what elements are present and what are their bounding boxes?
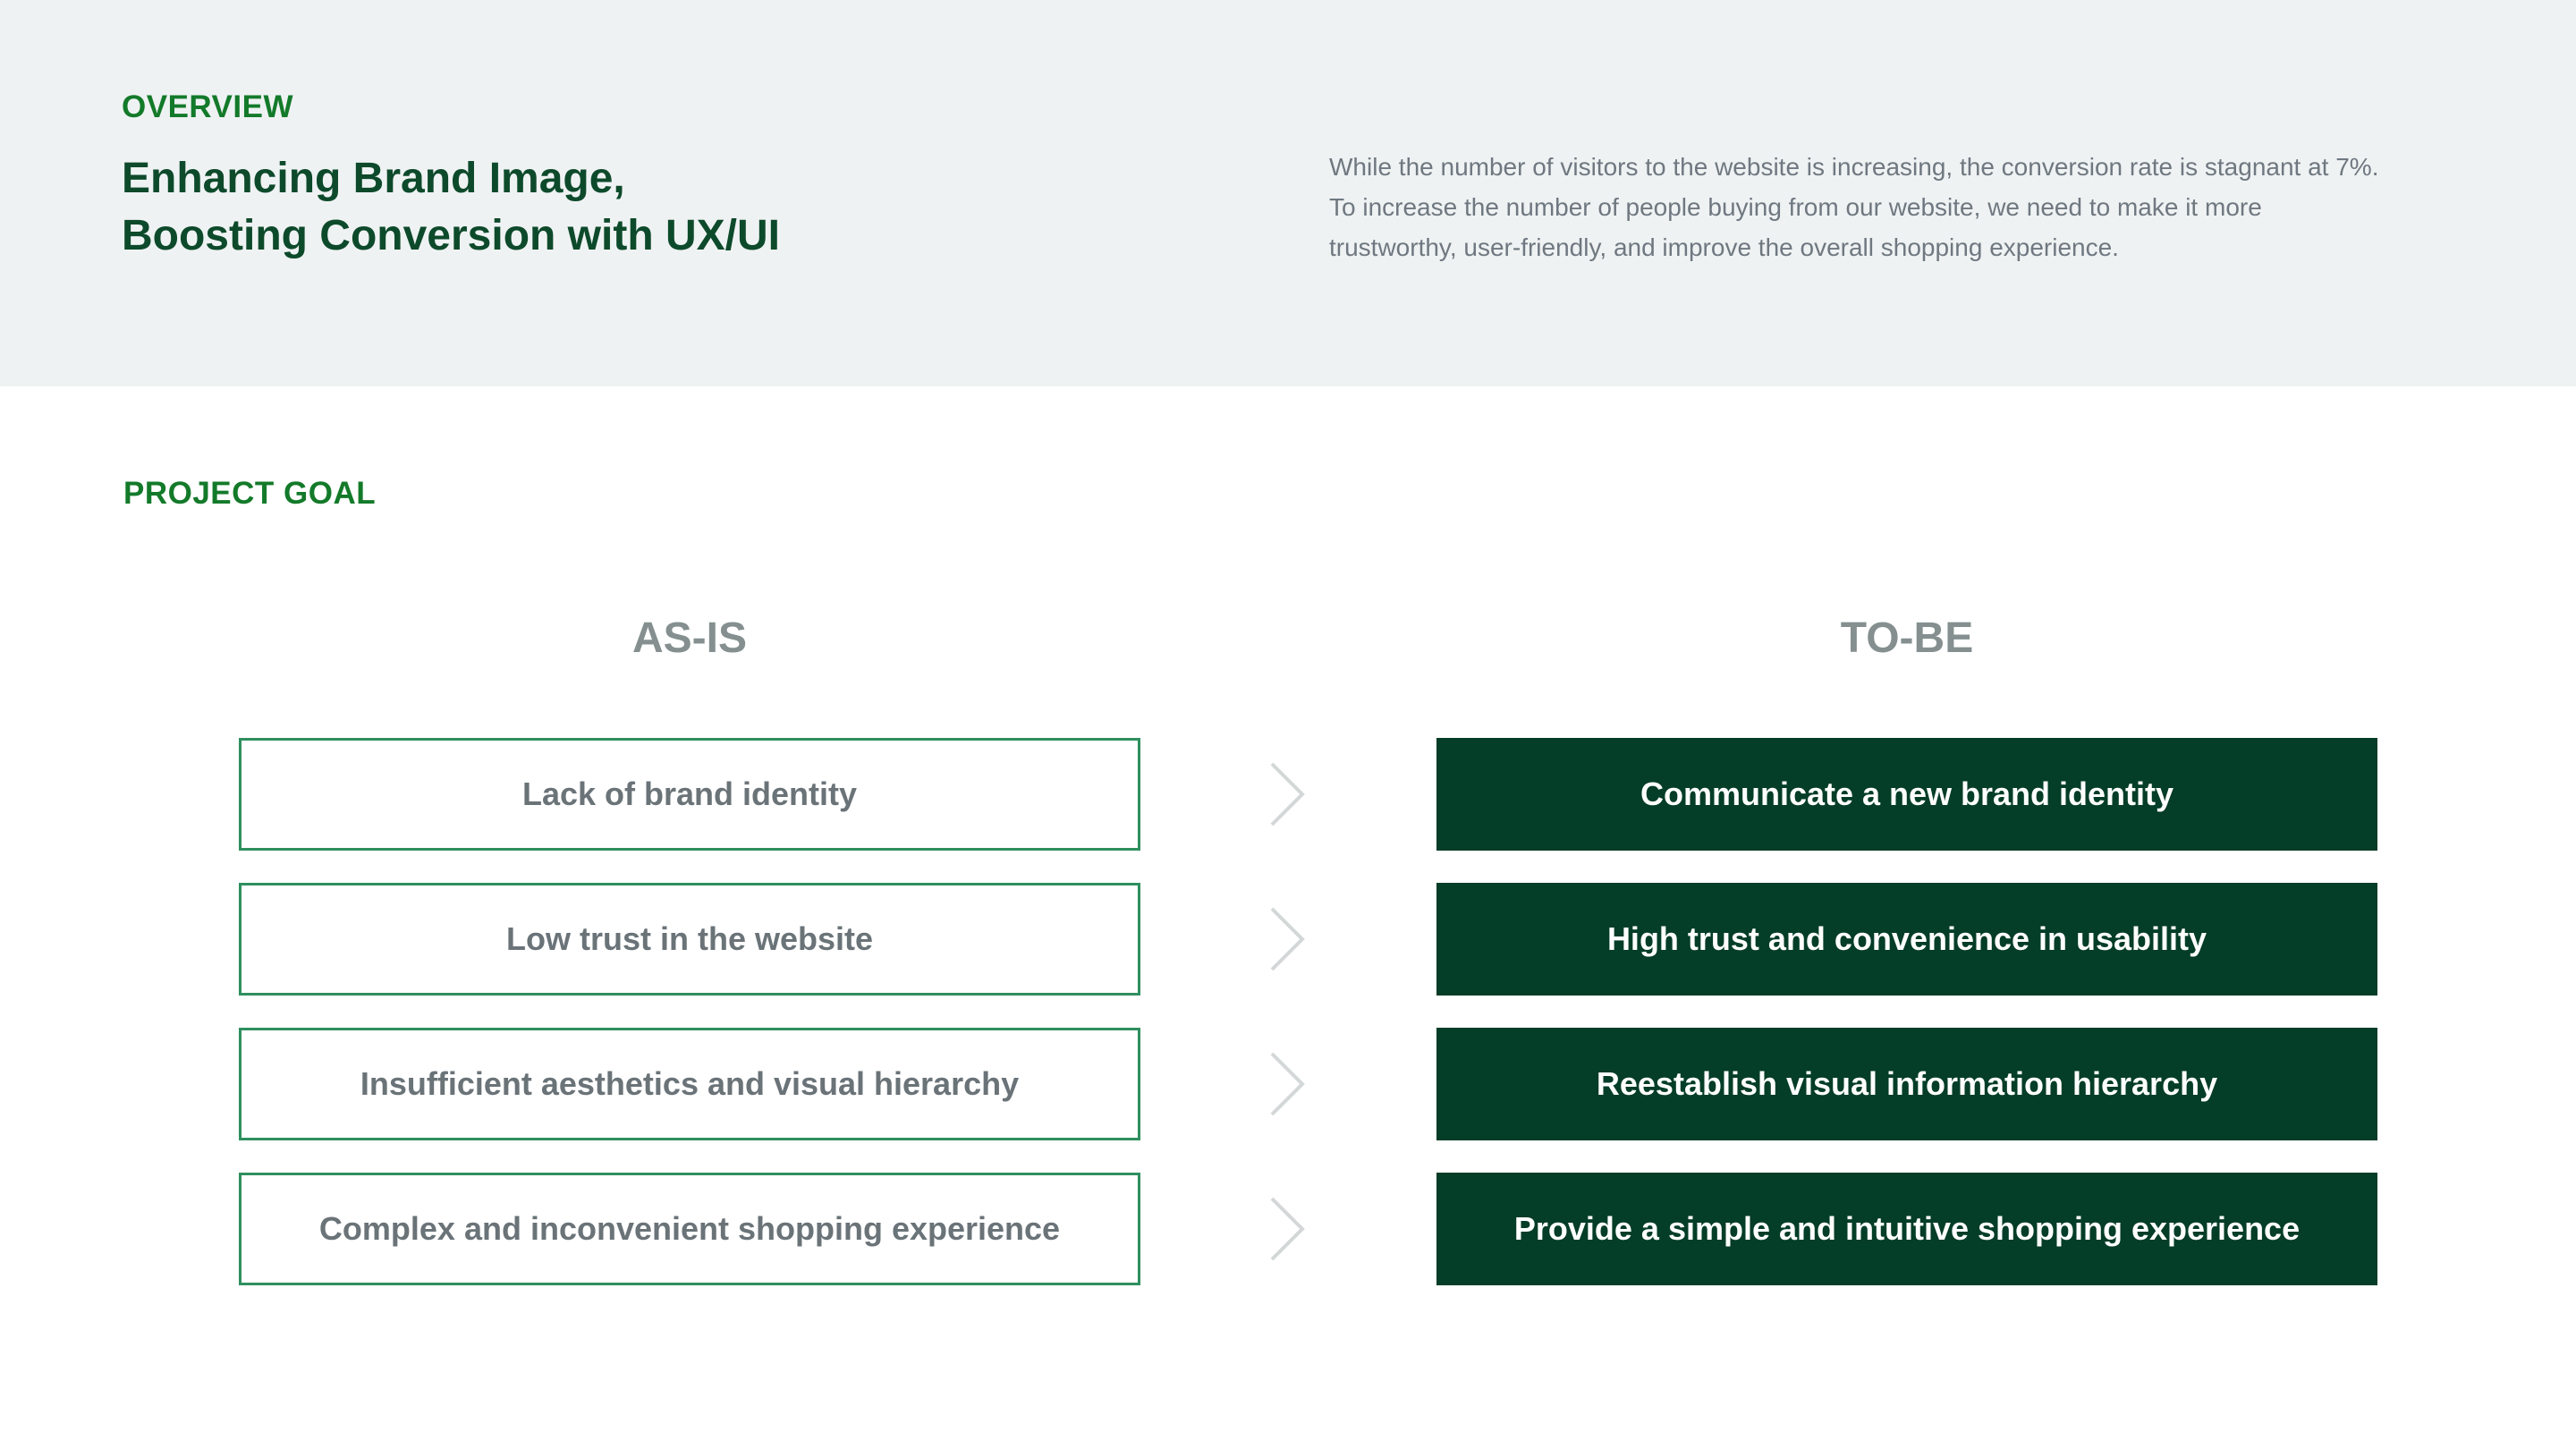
chevron-right-icon [1265, 1048, 1309, 1120]
description-line: trustworthy, user-friendly, and improve the overall shopping experience. [1329, 233, 2119, 261]
to-be-item: Communicate a new brand identity [1436, 738, 2377, 851]
to-be-item: High trust and convenience in usability [1436, 883, 2377, 996]
chevron-right-icon [1265, 1193, 1309, 1265]
overview-section [0, 0, 2576, 386]
overview-description [1329, 147, 2519, 267]
headline-line: Boosting Conversion with UX/UI [122, 212, 781, 259]
as-is-item: Lack of brand identity [239, 738, 1140, 851]
as-is-title: AS-IS [631, 614, 747, 662]
description-line: While the number of visitors to the website is increasing, the conversion rate is stagnant at 7%. [1329, 153, 2379, 181]
headline-line: Enhancing Brand Image, [122, 155, 625, 202]
chevron-right-icon [1265, 758, 1309, 830]
project-goal-label: PROJECT GOAL [123, 476, 377, 511]
to-be-item: Reestablish visual information hierarchy [1436, 1028, 2377, 1140]
overview-label: OVERVIEW [122, 89, 294, 124]
description-line: To increase the number of people buying from our website, we need to make it more [1329, 193, 2262, 221]
to-be-title: TO-BE [1840, 614, 1974, 662]
chevron-right-icon [1265, 903, 1309, 975]
to-be-item: Provide a simple and intuitive shopping experience [1436, 1173, 2377, 1285]
as-is-item: Insufficient aesthetics and visual hierarchy [239, 1028, 1140, 1140]
headline [122, 150, 780, 265]
as-is-item: Low trust in the website [239, 883, 1140, 996]
as-is-item: Complex and inconvenient shopping experience [239, 1173, 1140, 1285]
